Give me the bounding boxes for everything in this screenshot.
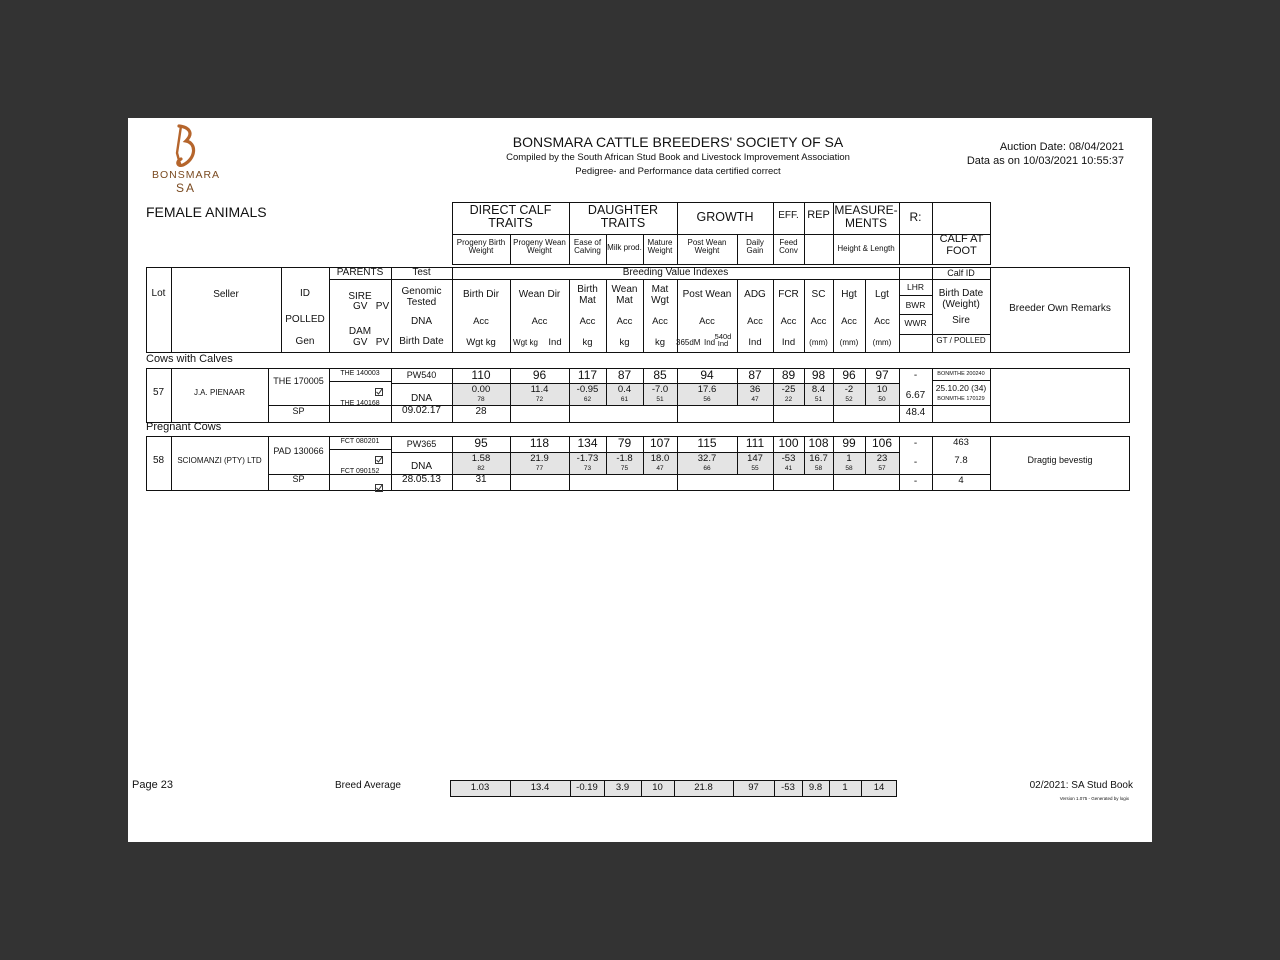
acc-value: 57 — [878, 465, 886, 472]
col-calf-sire: Sire — [952, 315, 970, 326]
col-test: Test — [412, 267, 431, 278]
bv-birth-mat: 134 — [577, 436, 598, 450]
col-acc: Acc — [780, 316, 797, 327]
ebv-value: 16.7 — [809, 453, 828, 464]
col-acc: Acc — [616, 316, 633, 327]
col-lot: Lot — [151, 288, 166, 299]
bv-wean-mat: 79 — [617, 436, 632, 450]
test-value: PW365 — [406, 439, 437, 449]
dam-checkbox-icon — [375, 479, 383, 497]
acc-value: 58 — [845, 465, 853, 472]
acc-value: 66 — [703, 465, 711, 472]
acc-value: 22 — [784, 396, 793, 403]
acc-value: 77 — [535, 465, 544, 472]
bv-wean-mat: 87 — [617, 368, 632, 382]
section-cows-with-calves: Cows with Calves — [146, 353, 233, 365]
col-lgt: Lgt — [875, 289, 889, 300]
breeder-remarks: Dragtig bevestig — [1027, 455, 1093, 465]
ebv-value: 0.4 — [617, 384, 632, 395]
col-seller: Seller — [213, 289, 239, 300]
col-unit-ind: Ind — [748, 337, 762, 348]
col-unit-kg: kg — [654, 337, 666, 348]
sire-id: FCT 080201 — [340, 438, 380, 445]
sub-daily-gain: Daily Gain — [746, 238, 764, 256]
calf-birth: 7.8 — [954, 455, 968, 466]
bv-lgt: 97 — [875, 368, 889, 382]
group-measurements: MEASURE- MENTS — [834, 203, 898, 230]
breed-avg-value: 14 — [873, 782, 885, 793]
col-bwr: BWR — [905, 300, 926, 310]
acc-value: 75 — [620, 465, 629, 472]
col-unit-540d: 540d Ind — [714, 332, 732, 348]
sire-checkbox-icon — [375, 383, 383, 401]
col-breeding-value-indexes: Breeding Value Indexes — [622, 267, 729, 278]
brand-name: BONSMARA — [151, 169, 221, 181]
sub-height-length: Height & Length — [837, 244, 895, 253]
col-sc: SC — [811, 289, 826, 300]
bv-fcr: 100 — [778, 436, 799, 450]
col-unit-kg: kg — [619, 337, 630, 348]
breed-avg-value: 97 — [748, 782, 759, 793]
col-wwr: WWR — [904, 318, 927, 328]
sub-progeny-birth: Progeny Birth Weight — [456, 238, 506, 256]
ebv-value: 32.7 — [697, 453, 717, 464]
breed-avg-value: 13.4 — [530, 782, 550, 793]
bv-sc: 108 — [808, 436, 829, 450]
breed-avg-value: 3.9 — [615, 782, 630, 793]
ebv-value: -7.0 — [651, 384, 669, 395]
acc-value: 56 — [703, 396, 711, 403]
col-acc: Acc — [747, 316, 763, 327]
bv-wean-dir: 96 — [532, 368, 547, 382]
bv-post-wean: 115 — [697, 436, 717, 450]
test-value: PW540 — [406, 370, 437, 380]
acc-value: 52 — [845, 396, 853, 403]
lot-number: 58 — [152, 455, 165, 466]
ebv-value: -2 — [844, 384, 854, 395]
bv-lgt: 106 — [871, 436, 893, 450]
acc-value: 55 — [751, 465, 759, 472]
calf-sire: 4 — [958, 475, 964, 486]
col-unit-kg: kg — [582, 337, 593, 348]
group-growth: GROWTH — [696, 210, 754, 224]
col-dam: DAM — [348, 326, 372, 337]
bv-birth-dir: 110 — [471, 368, 491, 382]
sub-post-wean: Post Wean Weight — [687, 238, 727, 256]
group-r: R: — [909, 210, 922, 224]
col-unit-ind: Ind — [548, 337, 562, 348]
birth-date-value: 28.05.13 — [402, 474, 441, 485]
col-unit-mm: (mm) — [839, 338, 859, 347]
col-gt-polled: GT / POLLED — [936, 336, 986, 345]
breed-avg-value: -53 — [781, 782, 795, 793]
col-polled: POLLED — [285, 314, 325, 325]
col-acc: Acc — [531, 316, 548, 327]
col-calf-id: Calf ID — [947, 268, 975, 278]
acc-value: 78 — [477, 396, 485, 403]
breed-average-label: Breed Average — [335, 780, 401, 791]
col-acc: Acc — [841, 316, 857, 327]
col-id: ID — [300, 288, 310, 299]
bwr-value: 6.67 — [905, 390, 926, 401]
data-as-on: Data as on 10/03/2021 10:55:37 — [966, 155, 1124, 167]
gen-value: SP — [292, 474, 305, 484]
bonsmara-logo-icon — [169, 123, 203, 169]
col-wean-mat: Wean Mat — [611, 284, 638, 306]
col-parents: PARENTS — [336, 267, 384, 278]
seller-name: J.A. PIENAAR — [193, 388, 246, 397]
page-title: BONSMARA CATTLE BREEDERS' SOCIETY OF SA — [512, 134, 844, 150]
acc-value: 47 — [751, 396, 759, 403]
acc-value: 61 — [620, 396, 629, 403]
group-direct-calf: DIRECT CALF TRAITS — [469, 203, 552, 231]
ebv-value: 18.0 — [650, 453, 670, 464]
col-fcr: FCR — [778, 289, 799, 300]
animal-id: THE 170005 — [273, 376, 324, 386]
breed-avg-value: 1 — [842, 782, 848, 793]
group-eff: EFF. — [778, 210, 799, 221]
auction-date: Auction Date: 08/04/2021 — [999, 141, 1124, 153]
col-acc: Acc — [699, 316, 715, 327]
acc-value: 82 — [477, 465, 485, 472]
header-subtitle-1: Compiled by the South African Stud Book and Livestock Improvement Association — [506, 152, 850, 163]
breed-avg-value: 10 — [652, 782, 663, 793]
ebv-value: 17.6 — [697, 384, 717, 395]
acc-value: 58 — [814, 465, 823, 472]
gen-value: SP — [292, 406, 305, 416]
col-birth-mat: Birth Mat — [577, 284, 598, 306]
bv-hgt: 96 — [842, 368, 856, 382]
col-birth-dir: Birth Dir — [462, 289, 500, 300]
col-unit-mm: (mm) — [809, 338, 828, 347]
group-calf-at-foot: CALF AT FOOT — [939, 233, 984, 257]
document-page — [128, 118, 1152, 842]
col-unit-365d: 365dM — [676, 338, 701, 347]
acc-value: 51 — [656, 396, 664, 403]
col-unit-ind: Ind — [704, 338, 716, 347]
bv-mat-wgt: 85 — [653, 368, 667, 382]
group-daughter: DAUGHTER TRAITS — [587, 203, 659, 231]
wwr-value: 48.4 — [905, 407, 926, 418]
acc-value: 47 — [656, 465, 664, 472]
calf-birth: 25.10.20 (34) — [935, 383, 987, 393]
col-breeder-remarks: Breeder Own Remarks — [1009, 303, 1111, 314]
sub-ease-calving: Ease of Calving — [573, 238, 602, 256]
breed-avg-value: 21.8 — [694, 782, 713, 793]
bv-birth-mat: 117 — [577, 368, 598, 382]
col-mat-wgt: Mat Wgt — [651, 284, 669, 306]
col-birth-date: Birth Date — [399, 336, 444, 347]
ebv-value: 1.58 — [471, 453, 491, 464]
ebv-value: 23 — [876, 453, 888, 464]
acc-value: 51 — [814, 396, 823, 403]
extra-value: 31 — [475, 474, 487, 485]
ebv-value: 36 — [749, 384, 761, 395]
birth-date-value: 09.02.17 — [402, 405, 441, 416]
sire-id: THE 140003 — [340, 370, 380, 377]
calf-sire: BONMTHE 170129 — [937, 396, 985, 402]
bv-wean-dir: 118 — [529, 436, 550, 450]
col-dam-gv-pv: GV PV — [353, 337, 390, 348]
ebv-value: 1 — [846, 453, 852, 464]
col-acc: Acc — [579, 316, 596, 327]
col-adg: ADG — [744, 289, 766, 300]
col-acc: Acc — [874, 316, 890, 327]
ebv-value: -0.95 — [576, 384, 599, 395]
ebv-value: -1.73 — [576, 453, 599, 464]
bv-sc: 98 — [811, 368, 826, 382]
sub-progeny-wean: Progeny Wean Weight — [513, 238, 566, 256]
col-calf-birth: Birth Date (Weight) — [938, 288, 984, 310]
bv-adg: 87 — [748, 368, 762, 382]
dna-value: DNA — [410, 461, 433, 472]
bv-mat-wgt: 107 — [649, 436, 671, 450]
col-genomic-tested: Genomic Tested — [401, 286, 442, 308]
sub-milk-prod: Milk prod. — [607, 243, 642, 252]
ebv-value: 147 — [747, 453, 763, 464]
sire-checkbox-icon — [375, 451, 383, 469]
ebv-value: 0.00 — [471, 384, 491, 395]
version-label: Version 1.075 - Generated by logix — [1059, 796, 1129, 801]
bv-adg: 111 — [745, 436, 765, 450]
extra-value: 28 — [475, 406, 487, 417]
dam-id: FCT 090152 — [340, 468, 380, 475]
acc-value: 73 — [583, 465, 592, 472]
col-post-wean: Post Wean — [682, 289, 732, 300]
calf-id: BONMTHE 200240 — [937, 371, 985, 377]
lot-number: 57 — [152, 387, 165, 398]
breed-avg-value: 1.03 — [470, 782, 490, 793]
brand-sub: SA — [175, 181, 196, 195]
bv-hgt: 99 — [842, 436, 856, 450]
dna-value: DNA — [410, 393, 433, 404]
animal-id: PAD 130066 — [273, 446, 324, 456]
ebv-value: 11.4 — [530, 384, 549, 395]
header-subtitle-2: Pedigree- and Performance data certified correct — [575, 166, 781, 177]
col-unit-wgt-kg: Wgt kg — [513, 338, 538, 347]
col-acc: Acc — [473, 316, 489, 327]
lhr-value: - — [913, 370, 918, 381]
col-hgt: Hgt — [841, 289, 857, 300]
col-acc: Acc — [810, 316, 827, 327]
col-unit-mm: (mm) — [872, 338, 892, 347]
col-sire-gv-pv: GV PV — [353, 301, 390, 312]
acc-value: 72 — [535, 396, 544, 403]
col-unit-wgt-kg: Wgt kg — [466, 337, 496, 348]
col-unit-ind: Ind — [781, 337, 796, 348]
group-rep: REP — [807, 209, 830, 221]
col-acc: Acc — [652, 316, 668, 327]
bwr-value: - — [913, 457, 918, 468]
section-pregnant-cows: Pregnant Cows — [146, 421, 222, 433]
ebv-value: 8.4 — [811, 384, 826, 395]
ebv-value: -53 — [781, 453, 796, 464]
calf-id: 463 — [953, 437, 969, 448]
studbook-label: 02/2021: SA Stud Book — [1029, 780, 1133, 791]
col-sire: SIRE — [348, 291, 372, 302]
bv-fcr: 89 — [781, 368, 796, 382]
ebv-value: -25 — [781, 384, 796, 395]
breed-avg-value: -0.19 — [576, 782, 598, 793]
sub-mature-weight: Mature Weight — [647, 238, 673, 256]
ebv-value: -1.8 — [616, 453, 633, 464]
seller-name: SCIOMANZI (PTY) LTD — [177, 456, 262, 465]
page-number: Page 23 — [132, 779, 173, 791]
section-title: FEMALE ANIMALS — [146, 204, 267, 220]
col-gen: Gen — [295, 336, 315, 347]
dam-id: THE 140168 — [340, 400, 380, 407]
breed-avg-value: 9.8 — [808, 782, 823, 793]
col-lhr: LHR — [906, 282, 924, 292]
ebv-value: 10 — [876, 384, 888, 395]
ebv-value: 21.9 — [530, 453, 549, 464]
acc-value: 50 — [878, 396, 886, 403]
sub-feed-conv: Feed Conv — [779, 238, 798, 256]
bv-birth-dir: 95 — [474, 436, 488, 450]
col-wean-dir: Wean Dir — [518, 289, 561, 300]
col-dna: DNA — [410, 316, 433, 327]
acc-value: 62 — [583, 396, 592, 403]
wwr-value: - — [913, 476, 918, 487]
bv-post-wean: 94 — [700, 368, 714, 382]
acc-value: 41 — [784, 465, 793, 472]
lhr-value: - — [913, 438, 918, 449]
